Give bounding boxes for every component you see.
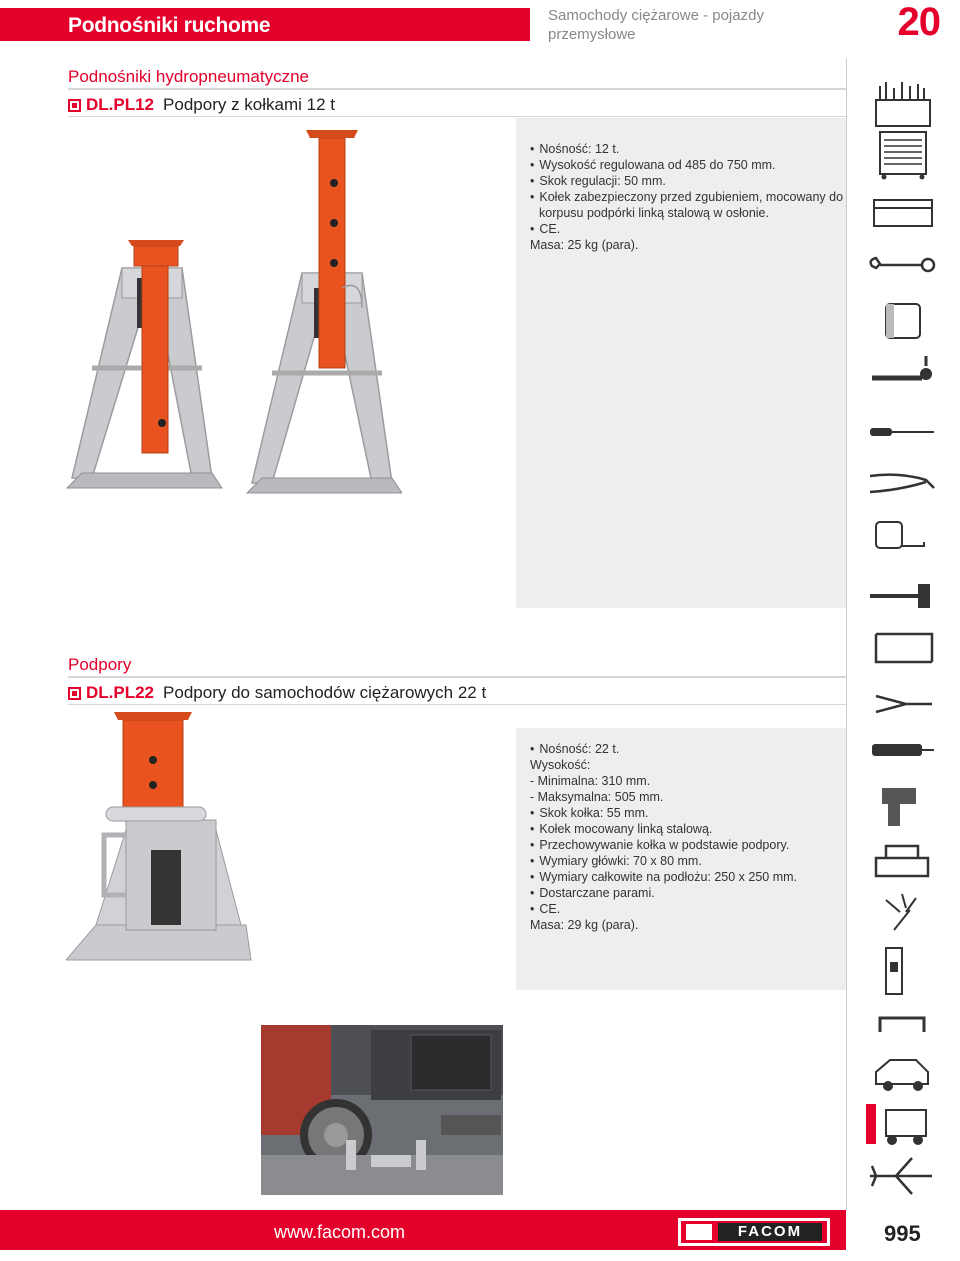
bullet-square-icon bbox=[68, 687, 81, 700]
circuit-breaker-icon[interactable] bbox=[866, 946, 938, 996]
product-heading bbox=[68, 683, 486, 703]
product-name: Podpory do samochodów ciężarowych 22 t bbox=[163, 683, 487, 702]
cutter-icon[interactable] bbox=[866, 678, 938, 728]
pliers-icon[interactable] bbox=[866, 460, 938, 510]
chapter-number: 20 bbox=[897, 0, 940, 44]
spec-item: • CE. bbox=[530, 221, 843, 237]
spec-item: • Przechowywanie kołka w podstawie podpory. bbox=[530, 837, 797, 853]
grinder-icon[interactable] bbox=[866, 890, 938, 940]
spec-item: • Kołek zabezpieczony przed zgubieniem, mocowany do bbox=[530, 189, 843, 205]
product-divider bbox=[68, 704, 846, 705]
bullet-square-icon bbox=[68, 99, 81, 112]
product-code: DL.PL22 bbox=[86, 683, 155, 702]
product-image-pl22 bbox=[66, 710, 256, 975]
page-number: 995 bbox=[884, 1221, 921, 1246]
section-divider bbox=[68, 676, 846, 678]
wrench-icon[interactable] bbox=[866, 242, 938, 292]
website-link[interactable]: www.facom.com bbox=[274, 1222, 406, 1242]
sidebar-divider bbox=[846, 58, 847, 1210]
spec-item: • Wymiary główki: 70 x 80 mm. bbox=[530, 853, 797, 869]
spec-item: Masa: 29 kg (para). bbox=[530, 918, 639, 932]
section-title: Podnośniki hydropneumatyczne bbox=[68, 67, 309, 86]
spec-item: • Dostarczane parami. bbox=[530, 885, 797, 901]
section-title: Podpory bbox=[68, 655, 132, 674]
spec-item: - Minimalna: 310 mm. bbox=[530, 774, 651, 788]
truck-icon[interactable] bbox=[866, 1100, 938, 1150]
spec-item: • Nośność: 22 t. bbox=[530, 741, 797, 757]
tool-box-icon[interactable] bbox=[866, 188, 938, 238]
car-icon[interactable] bbox=[866, 1050, 938, 1100]
product-heading bbox=[68, 95, 335, 115]
vise-icon[interactable] bbox=[866, 836, 938, 886]
tool-cabinet-icon[interactable] bbox=[866, 78, 938, 128]
jack-stand-tall bbox=[247, 130, 402, 493]
product-name: Podpory z kołkami 12 t bbox=[163, 95, 335, 114]
spec-item: korpusu podpórki linką stalową w osłonie. bbox=[539, 206, 769, 220]
tool-trolley-icon[interactable] bbox=[866, 130, 938, 180]
spec-item: • CE. bbox=[530, 901, 797, 917]
spec-item: • Kołek mocowany linką stalową. bbox=[530, 821, 797, 837]
spec-item: • Wysokość regulowana od 485 do 750 mm. bbox=[530, 157, 843, 173]
spec-item: - Maksymalna: 505 mm. bbox=[530, 790, 664, 804]
handle-icon[interactable] bbox=[866, 1000, 938, 1050]
spec-item: Masa: 25 kg (para). bbox=[530, 238, 639, 252]
facom-logo bbox=[678, 1218, 830, 1246]
product-divider bbox=[68, 116, 846, 117]
spec-list bbox=[530, 141, 843, 253]
product-image-pl12 bbox=[62, 128, 402, 498]
chapter-tab bbox=[862, 0, 960, 44]
spec-list bbox=[530, 741, 797, 933]
ratchet-icon[interactable] bbox=[866, 352, 938, 402]
spec-item: • Skok regulacji: 50 mm. bbox=[530, 173, 843, 189]
jack-stand-short bbox=[67, 240, 222, 488]
brand-name: FACOM bbox=[718, 1223, 822, 1241]
electrical-tester-icon[interactable] bbox=[866, 730, 938, 780]
spec-item: Wysokość: bbox=[530, 758, 591, 772]
section-divider bbox=[68, 88, 846, 90]
spec-item: • Wymiary całkowite na podłożu: 250 x 250 mm. bbox=[530, 869, 797, 885]
spec-item: • Skok kołka: 55 mm. bbox=[530, 805, 797, 821]
impact-wrench-icon[interactable] bbox=[866, 780, 938, 830]
socket-icon[interactable] bbox=[866, 296, 938, 346]
hacksaw-icon[interactable] bbox=[866, 626, 938, 676]
product-code: DL.PL12 bbox=[86, 95, 155, 114]
airplane-icon[interactable] bbox=[866, 1150, 938, 1200]
page-title: Podnośniki ruchome bbox=[0, 8, 530, 41]
spec-item: • Nośność: 12 t. bbox=[530, 141, 843, 157]
hammer-icon[interactable] bbox=[866, 570, 938, 620]
category-sidebar bbox=[866, 70, 944, 1200]
screwdriver-icon[interactable] bbox=[866, 406, 938, 456]
category-label: Samochody ciężarowe - pojazdy przemysłowe bbox=[548, 7, 764, 43]
application-photo bbox=[261, 1025, 503, 1195]
tape-measure-icon[interactable] bbox=[866, 516, 938, 566]
